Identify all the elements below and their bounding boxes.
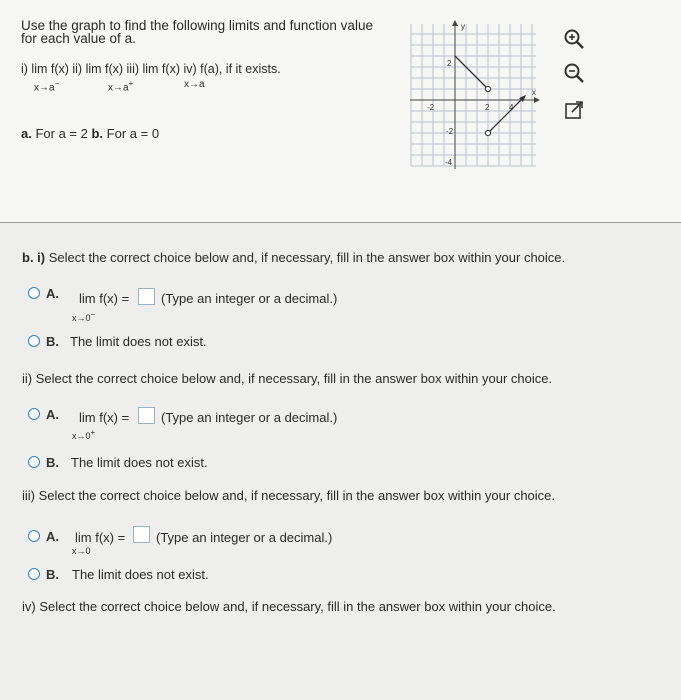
option-iii-b-label: B. bbox=[46, 567, 59, 582]
graph-segment-right bbox=[488, 97, 524, 133]
y-axis-label: y bbox=[461, 22, 465, 31]
option-i-a-hint: (Type an integer or a decimal.) bbox=[161, 291, 338, 306]
problem-line-1: Use the graph to find the following limits and function value bbox=[21, 18, 373, 33]
option-ii-a-label: A. bbox=[46, 407, 59, 422]
function-graph bbox=[408, 20, 540, 170]
option-i-a-answer-box[interactable] bbox=[138, 288, 155, 305]
tick-x-neg-2: -2 bbox=[427, 103, 435, 112]
option-ii-b-radio[interactable] bbox=[28, 456, 40, 468]
option-iii-a-radio[interactable] bbox=[28, 530, 40, 542]
limit-sub-3: x→a bbox=[184, 79, 205, 90]
limit-sub-2: x→a+ bbox=[108, 79, 134, 94]
limit-parts: i) lim f(x) ii) lim f(x) iii) lim f(x) iv) f(a), if it exists. bbox=[21, 62, 281, 76]
option-iii-a-answer-box[interactable] bbox=[133, 526, 150, 543]
graph-open-point bbox=[485, 86, 490, 91]
option-iii-a-lim: lim f(x) = bbox=[75, 530, 126, 545]
option-ii-a-answer-box[interactable] bbox=[138, 407, 155, 424]
graph-segment-left bbox=[455, 56, 486, 87]
question-ii-header: ii) Select the correct choice below and, if necessary, fill in the answer box within your choice. bbox=[22, 371, 553, 386]
option-i-a-lim: lim f(x) = bbox=[79, 291, 130, 306]
option-i-a-sub: x→0− bbox=[72, 310, 96, 323]
zoom-out-icon[interactable] bbox=[563, 62, 585, 84]
graph-open-point-low bbox=[485, 130, 490, 135]
option-ii-b-text: The limit does not exist. bbox=[71, 455, 208, 470]
question-iii-header: iii) Select the correct choice below and, if necessary, fill in the answer box within your choice. bbox=[22, 488, 556, 503]
x-axis-label: x bbox=[532, 88, 536, 97]
option-ii-a-hint: (Type an integer or a decimal.) bbox=[161, 410, 338, 425]
option-i-b-text: The limit does not exist. bbox=[70, 334, 207, 349]
y-axis-arrow bbox=[452, 20, 458, 26]
option-ii-b-label: B. bbox=[46, 455, 59, 470]
x-axis-arrow bbox=[534, 97, 540, 103]
option-ii-a-sub: x→0+ bbox=[72, 428, 96, 441]
option-iii-a-hint: (Type an integer or a decimal.) bbox=[156, 530, 333, 545]
popout-icon[interactable] bbox=[563, 99, 585, 121]
option-ii-a-radio[interactable] bbox=[28, 408, 40, 420]
tick-x-4: 4 bbox=[509, 103, 514, 112]
parts-ab: a. For a = 2 b. For a = 0 bbox=[21, 126, 160, 141]
question-iv-header: iv) Select the correct choice below and, if necessary, fill in the answer box within your choice. bbox=[22, 599, 556, 614]
tick-y-neg-4: -4 bbox=[445, 158, 453, 167]
problem-panel bbox=[0, 0, 681, 223]
graph-grid bbox=[411, 24, 536, 166]
option-iii-a-label: A. bbox=[46, 529, 59, 544]
option-iii-b-radio[interactable] bbox=[28, 568, 40, 580]
option-ii-a-lim: lim f(x) = bbox=[79, 410, 130, 425]
option-i-b-radio[interactable] bbox=[28, 335, 40, 347]
tick-y-2: 2 bbox=[447, 59, 452, 68]
tick-y-neg-2: -2 bbox=[446, 127, 454, 136]
option-i-a-label: A. bbox=[46, 286, 59, 301]
tick-x-2: 2 bbox=[485, 103, 490, 112]
option-iii-a-sub: x→0 bbox=[72, 546, 91, 556]
zoom-in-icon[interactable] bbox=[563, 28, 585, 50]
option-i-a-radio[interactable] bbox=[28, 287, 40, 299]
question-header: b. i) Select the correct choice below and, if necessary, fill in the answer box within your choice. bbox=[22, 250, 566, 265]
option-iii-b-text: The limit does not exist. bbox=[72, 567, 209, 582]
option-i-b-label: B. bbox=[46, 334, 59, 349]
problem-line-2: for each value of a. bbox=[21, 31, 136, 46]
limit-sub-1: x→a− bbox=[34, 79, 60, 94]
